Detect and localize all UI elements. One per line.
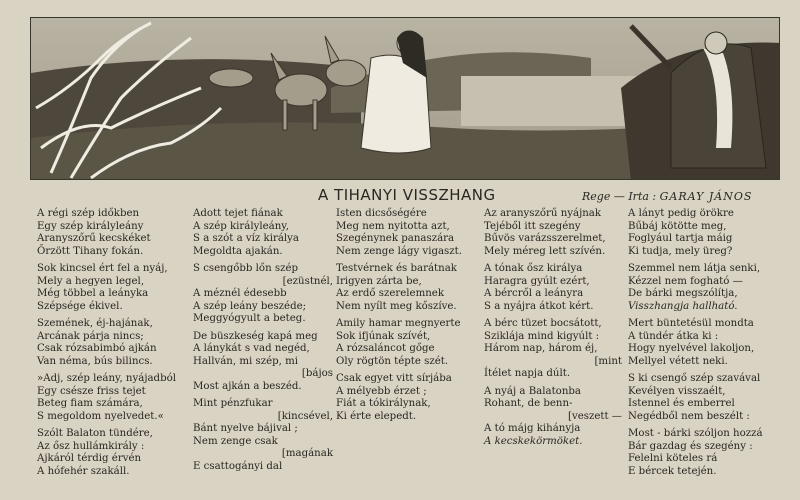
verse-line: A kecskekörmöket. [484, 435, 583, 447]
verse-line: Meg nem nyitotta azt, [336, 220, 450, 232]
verse-line: Ki érte elepedt. [336, 410, 417, 422]
verse-line: A bércről a leányra [484, 288, 584, 299]
verse-line: Bűvös varázsszerelmet, [484, 233, 606, 244]
poem-column [193, 208, 333, 478]
verse-line: Meggyógyult a beteg. [193, 313, 306, 324]
verse-line: Szegénynek panaszára [336, 233, 455, 244]
verse-line: S megoldom nyelvedet.« [37, 410, 164, 422]
verse-line: Tejéből itt szegény [484, 220, 581, 232]
verse-line: Oly rögtön tépte szét. [336, 355, 449, 367]
verse-line: S a nyájra átkot kért. [484, 300, 594, 312]
verse-line: Most ajkán a beszéd. [193, 380, 302, 392]
verse-line: Isten dicsőségére [336, 208, 427, 219]
stanza [193, 331, 333, 394]
legend-scene-picture [31, 18, 780, 180]
author-name: GARAY JÁNOS [659, 190, 753, 203]
byline-prefix: Rege — Irta : [582, 190, 657, 203]
stanza [628, 373, 763, 423]
verse-line: Mert büntetésül mondta [628, 318, 754, 329]
verse-line: De bárki megszólítja, [628, 288, 738, 299]
illustration [30, 17, 780, 180]
poem-column [336, 208, 482, 428]
verse-line: Megoldta ajakán. [193, 245, 283, 257]
verse-line: Három nap, három éj, [484, 343, 598, 354]
verse-line: Az erdő szerelemnek [336, 288, 444, 299]
verse-line: Amily hamar megnyerte [336, 318, 461, 329]
verse-line: A szép királyleány, [193, 220, 289, 232]
verse-line: A lányt pedig örökre [628, 208, 734, 219]
verse-line: Visszhangja hallható. [628, 300, 738, 312]
stanza [37, 263, 176, 313]
verse-line: Testvérnek és barátnak [336, 263, 457, 274]
verse-line: Irigyen zárta be, [336, 275, 422, 287]
verse-line: Nem nyílt meg kőszíve. [336, 300, 457, 312]
verse-line: Felelni köteles rá [628, 453, 718, 464]
verse-line: Mely méreg lett szívén. [484, 245, 606, 257]
verse-line: Kézzel nem fogható — [628, 275, 743, 287]
verse-line: Sok kincsel ért fel a nyáj, [37, 263, 168, 274]
verse-line: Sok ifjúnak szívét, [336, 330, 431, 342]
verse-line: A tó májg kihányja [484, 423, 581, 434]
verse-line: Bánt nyelve bájival ; [193, 423, 298, 434]
verse-line: Ítélet napja dúlt. [484, 368, 571, 379]
verse-line: Őrzött Tihany fokán. [37, 245, 144, 257]
byline [582, 190, 752, 203]
verse-line: S ki csengő szép szavával [628, 373, 761, 384]
poem-title: A TIHANYI VISSZHANG [318, 186, 496, 204]
stanza [628, 263, 763, 313]
verse-line: Van néma, bús bilincs. [37, 355, 153, 367]
stanza [484, 208, 622, 258]
stanza [628, 318, 763, 368]
verse-line: Csak egyet vitt sírjába [336, 373, 452, 384]
verse-line: [bájos [301, 368, 333, 379]
verse-line: Hallván, mi szép, mi [193, 355, 299, 367]
verse-line: Istennel és emberrel [628, 398, 735, 409]
stanza [484, 386, 622, 449]
verse-line: Haragra gyúlt ezért, [484, 275, 590, 287]
verse-line: E csattogányi dal [193, 460, 283, 472]
stanza [336, 263, 482, 313]
verse-line: A lánykát s vad negéd, [193, 343, 310, 354]
verse-line: Fiát a tókirálynak, [336, 398, 431, 409]
verse-line: A tündér átka ki : [628, 330, 719, 342]
stanza [628, 428, 763, 478]
verse-line: [veszett — [568, 410, 622, 422]
verse-line: Arcának párja nincs; [37, 330, 144, 342]
verse-line: A bérc tüzet bocsátott, [484, 318, 602, 329]
verse-line: Egy szép királyleány [37, 220, 144, 232]
stanza [484, 263, 622, 313]
stanza [37, 373, 176, 423]
verse-line: Még többel a leányka [37, 288, 149, 299]
verse-line: Nem zenge csak [193, 435, 278, 447]
stanza [37, 428, 176, 478]
verse-line: A mélyebb érzet ; [336, 385, 427, 397]
verse-line: Kevélyen visszaélt, [628, 385, 726, 397]
verse-line: Beteg fiam számára, [37, 398, 143, 409]
stanza [336, 318, 482, 368]
stanza [484, 318, 622, 381]
verse-line: A régi szép időkben [37, 208, 140, 219]
stanza [628, 208, 763, 258]
verse-line: Szemének, éj-hajának, [37, 318, 153, 329]
verse-line: [magának [281, 448, 333, 459]
verse-line: A hófehér szakáll. [37, 465, 130, 477]
verse-line: A tónak ősz királya [484, 263, 583, 274]
stanza [37, 208, 176, 258]
stanza [336, 373, 482, 423]
verse-line: De büszkeség kapá meg [193, 330, 318, 342]
verse-line: Adott tejet fiának [193, 208, 283, 219]
verse-line: Foglyául tartja máig [628, 233, 733, 244]
verse-line: Sziklája mind kigyúlt : [484, 330, 600, 342]
verse-line: Mint pénzfukar [193, 398, 273, 409]
verse-line: Mellyel vétett neki. [628, 355, 728, 367]
verse-line: Rohant, de benn- [484, 398, 573, 409]
verse-line: »Adj, szép leány, nyájadból [37, 373, 176, 384]
verse-line: S csengőbb lőn szép [193, 263, 299, 274]
stanza [37, 318, 176, 368]
verse-line: Csak rózsabimbó ajkán [37, 343, 157, 354]
verse-line: Bár gazdag és szegény : [628, 440, 753, 452]
verse-line: Nem zenge lágy vigaszt. [336, 245, 462, 257]
verse-line: [mint [594, 355, 622, 367]
verse-line: Most - bárki szóljon hozzá [628, 428, 763, 439]
verse-line: Hogy nyelvével lakoljon, [628, 343, 755, 354]
verse-line: A rózsaláncot gőge [336, 343, 435, 354]
verse-line: Az aranyszőrű nyájnak [484, 208, 602, 219]
verse-line: S a szót a víz királya [193, 233, 299, 244]
verse-line: Szépsége ékivel. [37, 300, 123, 312]
verse-line: Bűbáj kötötte meg, [628, 220, 727, 232]
verse-line: [kincsével, [277, 410, 333, 422]
poem-column [37, 208, 176, 483]
poem-column [628, 208, 763, 483]
verse-line: A nyáj a Balatonba [484, 385, 581, 397]
stanza [193, 263, 333, 326]
stanza [193, 398, 333, 473]
verse-line: A méznél édesebb [193, 288, 287, 299]
verse-line: Mely a hegyen legel, [37, 275, 145, 287]
verse-line: Aranyszőrű kecskéket [37, 233, 151, 244]
verse-line: Ajkáról térdig érvén [37, 453, 142, 464]
verse-line: Negédből nem beszélt : [628, 410, 750, 422]
verse-line: Ki tudja, mely üreg? [628, 245, 733, 257]
header [0, 186, 800, 206]
poem-column [484, 208, 622, 453]
verse-line: E bércek tetején. [628, 465, 717, 477]
stanza [193, 208, 333, 258]
stanza [336, 208, 482, 258]
verse-line: Egy csésze friss tejet [37, 385, 146, 397]
verse-line: Szemmel nem látja senki, [628, 263, 761, 274]
verse-line: Szólt Balaton tündére, [37, 428, 153, 439]
verse-line: Az ősz hullámkirály : [37, 440, 145, 452]
verse-line: [ezüstnél, [282, 275, 333, 287]
verse-line: A szép leány beszéde; [193, 300, 307, 312]
